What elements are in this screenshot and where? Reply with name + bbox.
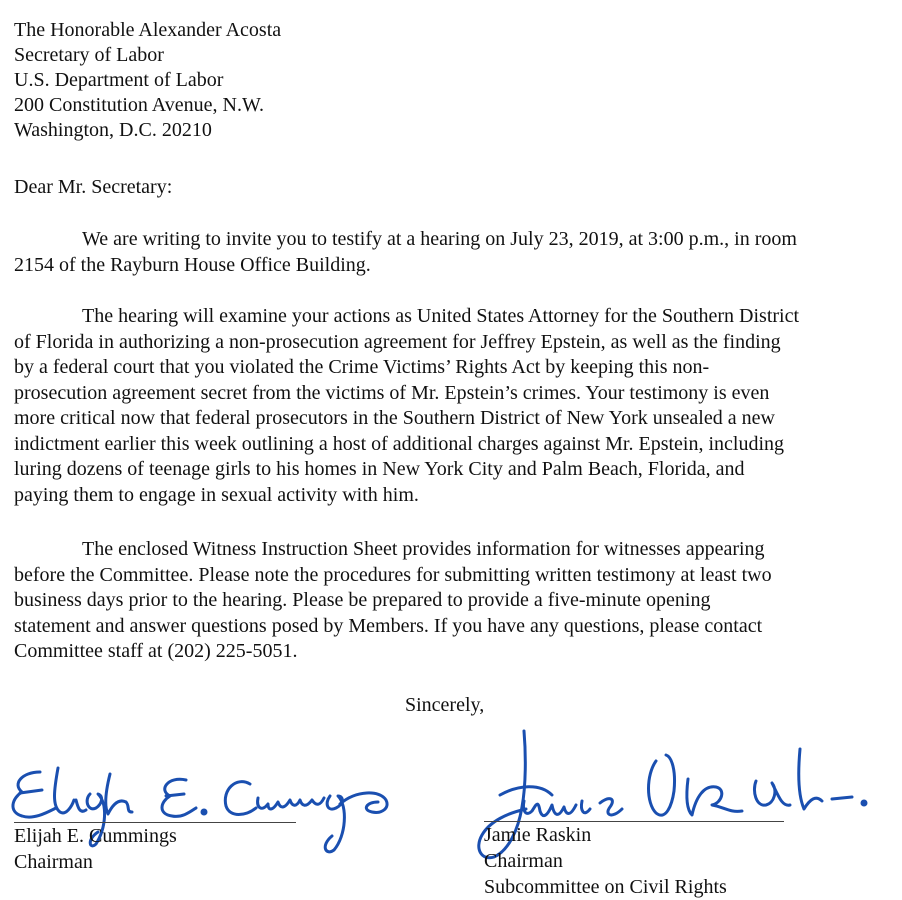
recipient-line: U.S. Department of Labor [14, 69, 224, 91]
paragraph-line: more critical now that federal prosecutors in the Southern District of New York unsealed a new [14, 407, 775, 429]
salutation: Dear Mr. Secretary: [14, 176, 173, 198]
signer-name: Elijah E. Cummings [14, 825, 177, 847]
recipient-line: Washington, D.C. 20210 [14, 119, 212, 141]
recipient-line: 200 Constitution Avenue, N.W. [14, 94, 264, 116]
signer-subcommittee: Subcommittee on Civil Rights [484, 876, 727, 898]
recipient-address [14, 18, 281, 143]
closing: Sincerely, [405, 694, 485, 716]
signature-block-right [460, 725, 902, 900]
paragraph-line: paying them to engage in sexual activity with him. [14, 483, 419, 506]
signature-block-left [0, 750, 420, 900]
paragraph-line: luring dozens of teenage girls to his homes in New York City and Palm Beach, Florida, and [14, 458, 745, 480]
paragraph-hearing-scope [14, 304, 892, 508]
paragraph-line: 2154 of the Rayburn House Office Building. [14, 253, 371, 276]
paragraph-line: business days prior to the hearing. Please be prepared to provide a five-minute opening [14, 589, 711, 611]
paragraph-instructions [14, 537, 892, 665]
paragraph-line: Committee staff at (202) 225-5051. [14, 640, 298, 662]
signer-title: Chairman [14, 851, 93, 873]
signature-line [14, 822, 296, 823]
paragraph-line: indictment earlier this week outlining a host of additional charges against Mr. Epstein, including [14, 432, 785, 455]
paragraph-line: The enclosed Witness Instruction Sheet provides information for witnesses appearing [82, 538, 765, 560]
paragraph-invitation [14, 227, 892, 278]
signature-line [484, 821, 784, 822]
signer-title: Chairman [484, 850, 563, 872]
paragraph-line: statement and answer questions posed by Members. If you have any questions, please contact [14, 614, 763, 637]
paragraph-line: prosecution agreement secret from the victims of Mr. Epstein’s crimes. Your testimony is even [14, 381, 770, 404]
paragraph-line: before the Committee. Please note the procedures for submitting written testimony at least two [14, 563, 772, 586]
paragraph-line: We are writing to invite you to testify at a hearing on July 23, 2019, at 3:00 p.m., in room [82, 228, 797, 250]
paragraph-line: by a federal court that you violated the Crime Victims’ Rights Act by keeping this non- [14, 356, 710, 378]
recipient-line: The Honorable Alexander Acosta [14, 19, 282, 41]
signer-name: Jamie Raskin [484, 824, 592, 846]
paragraph-line: of Florida in authorizing a non-prosecution agreement for Jeffrey Epstein, as well as the finding [14, 330, 781, 353]
recipient-line: Secretary of Labor [14, 44, 164, 66]
paragraph-line: The hearing will examine your actions as United States Attorney for the Southern District [82, 305, 800, 327]
